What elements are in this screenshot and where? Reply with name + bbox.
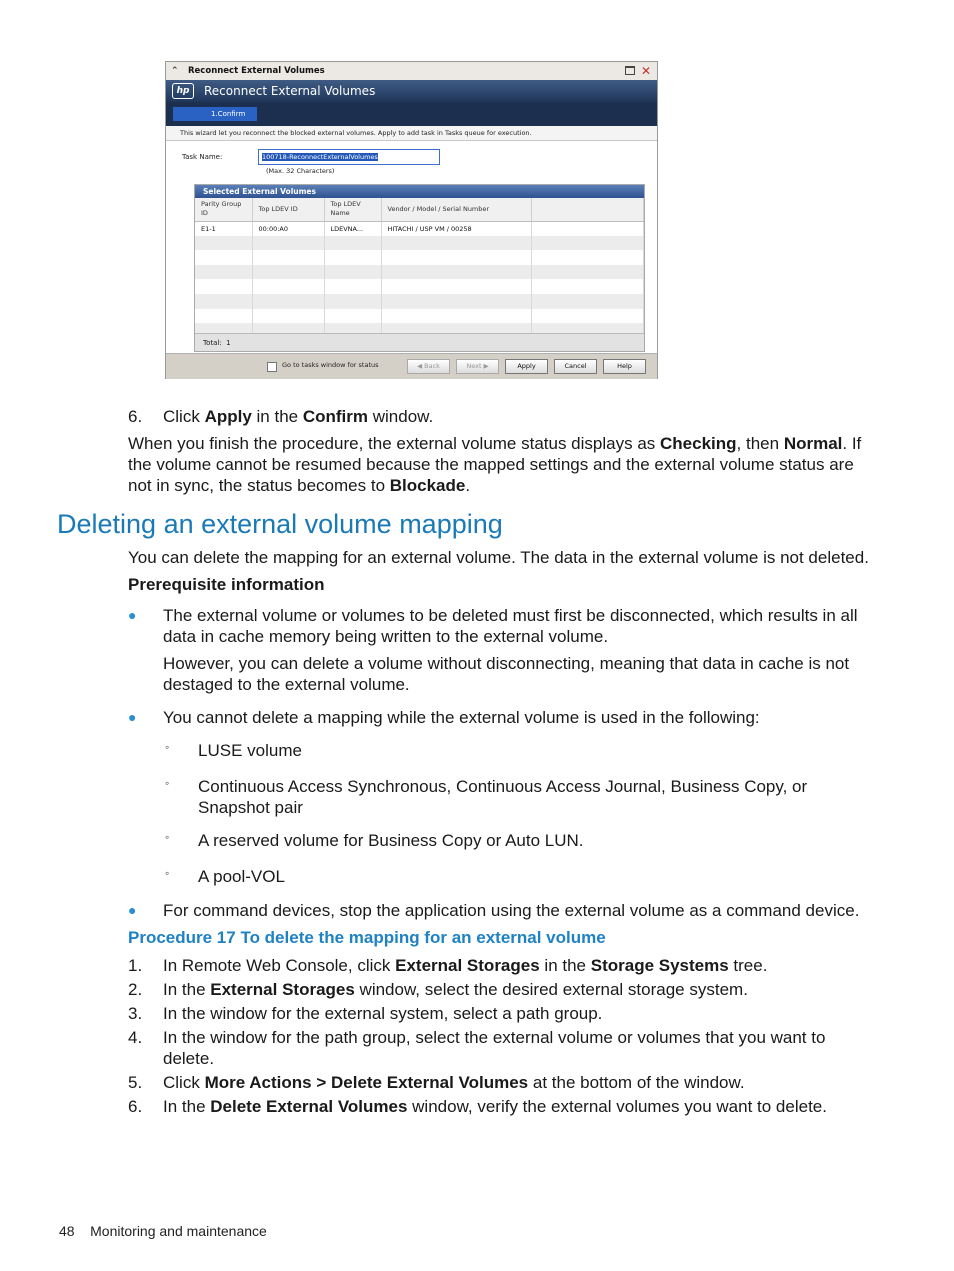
cell-top-ldev-name: LDEVNA... <box>324 221 381 236</box>
section-heading: Deleting an external volume mapping <box>57 509 503 539</box>
sub-bullet-4: A pool-VOL <box>198 867 285 886</box>
task-name-label: Task Name: <box>182 153 223 161</box>
proc-step-5: Click More Actions > Delete External Volumes at the bottom of the window. <box>163 1073 745 1092</box>
table-row[interactable] <box>195 221 644 236</box>
sub-bullet-icon: ◦ <box>165 866 170 880</box>
step-6-text: Click Apply in the Confirm window. <box>163 407 434 426</box>
cancel-button[interactable]: Cancel <box>554 359 597 374</box>
proc-step-3: In the window for the external system, select a path group. <box>163 1004 603 1023</box>
table-title: Selected External Volumes <box>195 185 644 198</box>
table-row-empty <box>195 309 644 324</box>
table-row-empty <box>195 265 644 280</box>
back-button[interactable]: ◀ Back <box>407 359 450 374</box>
collapse-icon[interactable]: ⌃ <box>171 66 179 76</box>
sub-bullet-1: LUSE volume <box>198 741 302 760</box>
maximize-icon[interactable] <box>625 66 635 75</box>
sub-bullet-icon: ◦ <box>165 776 170 790</box>
cell-empty <box>531 221 644 236</box>
col-empty <box>531 198 644 221</box>
finish-paragraph: When you finish the procedure, the external volume status displays as Checking, then Normal. If the volume cannot be resumed because the mapped settings and the external volume status are not in sync, the status becomes to Blockade. <box>128 434 862 495</box>
reconnect-external-volumes-window <box>165 61 658 379</box>
cell-vendor: HITACHI / USP VM / 00258 <box>381 221 531 236</box>
sub-bullet-icon: ◦ <box>165 740 170 754</box>
bullet-1-note: However, you can delete a volume without disconnecting, meaning that data in cache is not destaged to the external volume. <box>163 654 850 694</box>
step-confirm: 1.Confirm <box>173 107 257 121</box>
proc-step-1-number: 1. <box>128 956 143 975</box>
col-top-ldev-name[interactable]: Top LDEV Name <box>324 198 381 221</box>
page-footer <box>59 1223 267 1239</box>
wizard-description: This wizard let you reconnect the blocked external volumes. Apply to add task in Tasks queue for execution. <box>166 126 657 141</box>
proc-step-2: In the External Storages window, select the desired external storage system. <box>163 980 748 999</box>
task-name-hint: (Max. 32 Characters) <box>266 167 335 175</box>
procedure-title: Procedure 17 To delete the mapping for an external volume <box>128 928 606 947</box>
proc-step-5-number: 5. <box>128 1073 143 1092</box>
proc-step-4: In the window for the path group, select the external volume or volumes that you want to delete. <box>163 1028 826 1068</box>
step-6-number: 6. <box>128 407 143 426</box>
table-row-empty <box>195 294 644 309</box>
cell-parity-group: E1-1 <box>195 221 252 236</box>
wizard-banner <box>166 80 657 102</box>
next-button[interactable]: Next ▶ <box>456 359 499 374</box>
footer-section: Monitoring and maintenance <box>90 1223 267 1239</box>
col-parity-group-id[interactable]: Parity Group ID <box>195 198 252 221</box>
intro-paragraph: You can delete the mapping for an external volume. The data in the external volume is not deleted. <box>128 548 869 567</box>
task-name-input[interactable] <box>258 149 440 165</box>
wizard-footer <box>166 353 657 379</box>
table-total <box>195 333 644 351</box>
table-header-row <box>195 198 644 221</box>
bullet-1: The external volume or volumes to be deleted must first be disconnected, which results in all data in cache memory being written to the external volume. <box>163 606 858 646</box>
total-value: 1 <box>226 339 231 347</box>
proc-step-6: In the Delete External Volumes window, verify the external volumes you want to delete. <box>163 1097 827 1116</box>
table-row-empty <box>195 279 644 294</box>
bullet-icon: ● <box>128 902 137 918</box>
cell-top-ldev-id: 00:00:A0 <box>252 221 324 236</box>
close-icon[interactable]: ✕ <box>640 64 651 78</box>
table-row-empty <box>195 236 644 251</box>
bullet-icon: ● <box>128 709 137 725</box>
proc-step-4-number: 4. <box>128 1028 143 1047</box>
window-titlebar <box>166 62 657 80</box>
bullet-icon: ● <box>128 607 137 623</box>
go-to-tasks-label: Go to tasks window for status <box>282 361 379 369</box>
banner-title: Reconnect External Volumes <box>204 84 376 98</box>
col-vendor-model-serial[interactable]: Vendor / Model / Serial Number <box>381 198 531 221</box>
bullet-3: For command devices, stop the application using the external volume as a command device. <box>163 901 860 920</box>
window-title: Reconnect External Volumes <box>188 66 325 76</box>
proc-step-6-number: 6. <box>128 1097 143 1116</box>
table-row-empty <box>195 250 644 265</box>
help-button[interactable]: Help <box>603 359 646 374</box>
proc-step-1: In Remote Web Console, click External Storages in the Storage Systems tree. <box>163 956 768 975</box>
apply-button[interactable]: Apply <box>505 359 548 374</box>
proc-step-3-number: 3. <box>128 1004 143 1023</box>
prerequisite-heading: Prerequisite information <box>128 575 325 594</box>
selected-volumes-table <box>194 184 645 352</box>
wizard-content <box>166 141 657 353</box>
sub-bullet-2: Continuous Access Synchronous, Continuous Access Journal, Business Copy, or Snapshot pair <box>198 777 808 817</box>
total-label: Total: <box>203 339 222 347</box>
wizard-step-bar <box>166 102 657 126</box>
page-number: 48 <box>59 1223 75 1239</box>
task-name-value: 100718-ReconnectExternalVolumes <box>262 153 378 161</box>
go-to-tasks-checkbox[interactable] <box>267 362 277 372</box>
sub-bullet-icon: ◦ <box>165 830 170 844</box>
sub-bullet-3: A reserved volume for Business Copy or Auto LUN. <box>198 831 584 850</box>
col-top-ldev-id[interactable]: Top LDEV ID <box>252 198 324 221</box>
hp-logo: hp <box>172 83 194 99</box>
bullet-2: You cannot delete a mapping while the external volume is used in the following: <box>163 708 760 727</box>
proc-step-2-number: 2. <box>128 980 143 999</box>
